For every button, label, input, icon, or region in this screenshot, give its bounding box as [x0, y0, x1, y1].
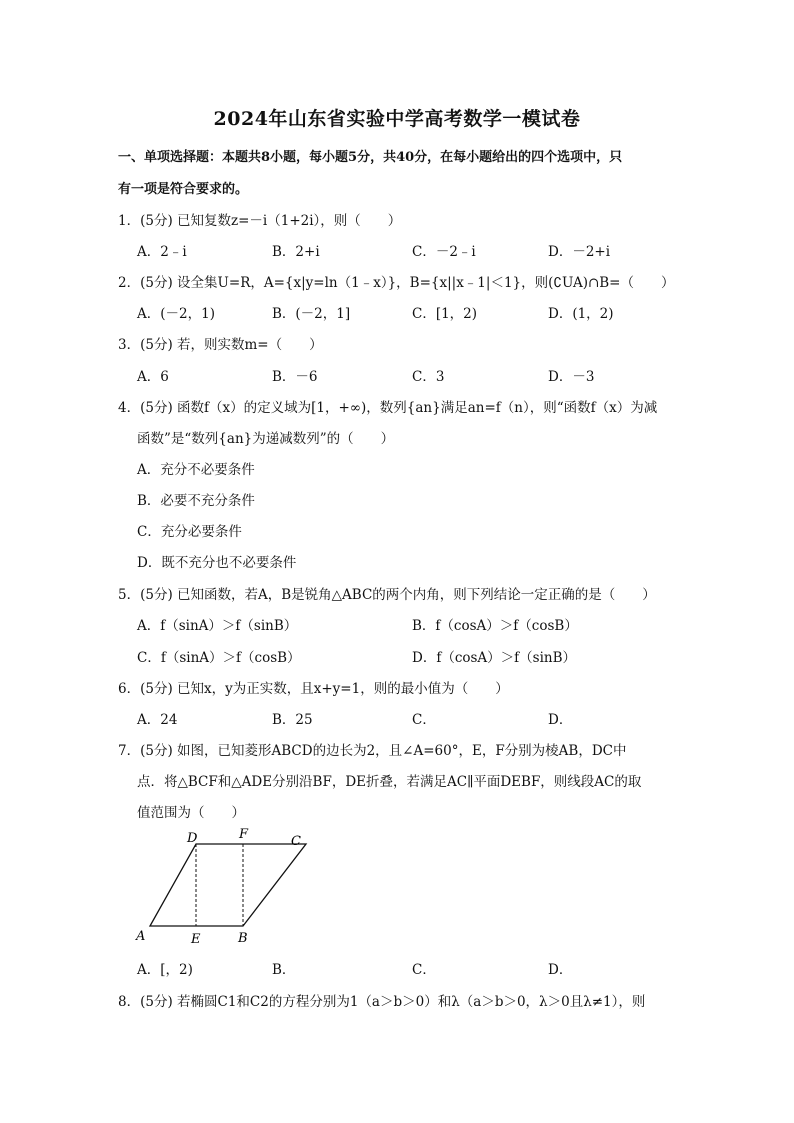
q5-option-c: C．f（sinA）＞f（cosB）	[137, 650, 301, 666]
q5-option-a: A．f（sinA）＞f（sinB）	[137, 618, 298, 634]
q1-option-b: B．2+i	[272, 244, 320, 260]
label-d: D	[187, 831, 198, 846]
question-1-stem: 1．(5分) 已知复数z=－i（1+2i），则（ ）	[118, 213, 402, 229]
label-f: F	[239, 827, 249, 842]
q2-option-d: D．(1，2)	[548, 306, 614, 322]
rhombus-figure	[134, 826, 334, 948]
q7-option-b: B．	[272, 962, 296, 978]
question-2-stem: 2．(5分) 设全集U=R，A={x|y=ln（1﹣x）}，B={x||x﹣1|＜1}，则(∁UA)∩B=（ ）	[118, 275, 675, 291]
label-c: C	[291, 834, 301, 849]
q3-option-d: D．－3	[548, 369, 595, 385]
q4-option-d: D．既不充分也不必要条件	[137, 555, 297, 571]
q2-option-b: B．(－2，1]	[272, 306, 351, 322]
exam-title: 2024年山东省实验中学高考数学一模试卷	[213, 108, 581, 130]
q7-option-a: A．[，2)	[137, 962, 193, 978]
question-7-stem-line2: 点．将△BCF和△ADE分别沿BF，DE折叠，若满足AC∥平面DEBF，则线段AC的取	[137, 774, 642, 790]
q7-option-d: D．	[548, 962, 573, 978]
q7-option-c: C．	[412, 962, 436, 978]
q6-option-d: D．	[548, 712, 573, 728]
label-a: A	[136, 929, 146, 944]
q5-option-b: B．f（cosA）＞f（cosB）	[412, 618, 578, 634]
question-8-stem: 8．(5分) 若椭圆C1和C2的方程分别为1（a＞b＞0）和λ（a＞b＞0，λ＞0且λ≠1），则	[118, 994, 646, 1010]
q4-option-b: B．必要不充分条件	[137, 493, 255, 509]
question-7-stem-line1: 7．(5分) 如图，已知菱形ABCD的边长为2，且∠A=60°，E，F分别为棱AB，DC中	[118, 743, 627, 759]
q2-option-c: C．[1，2)	[412, 306, 478, 322]
q6-option-c: C．	[412, 712, 436, 728]
q4-option-c: C．充分必要条件	[137, 524, 242, 540]
q1-option-c: C．－2﹣i	[412, 244, 476, 260]
q2-option-a: A．(－2，1)	[137, 306, 215, 322]
q4-option-a: A．充分不必要条件	[137, 462, 255, 478]
q6-option-b: B．25	[272, 712, 313, 728]
q3-option-c: C．3	[412, 369, 445, 385]
question-7-stem-line3: 值范围为（ ）	[137, 805, 245, 821]
label-b: B	[238, 931, 248, 946]
q5-option-d: D．f（cosA）＞f（sinB）	[412, 650, 577, 666]
question-4-stem-line2: 函数”是“数列{an}为递减数列”的（ ）	[137, 431, 395, 447]
q1-option-a: A．2﹣i	[137, 244, 187, 260]
question-4-stem-line1: 4．(5分) 函数f（x）的定义域为[1，+∞)，数列{an}满足an=f（n），则“函数f（x）为减	[118, 400, 658, 416]
section-heading-line2: 有一项是符合要求的。	[118, 182, 249, 197]
q1-option-d: D．－2+i	[548, 244, 611, 260]
question-3-stem: 3．(5分) 若，则实数m=（ ）	[118, 337, 323, 353]
q6-option-a: A．24	[137, 712, 178, 728]
rhombus-abcd	[150, 844, 306, 926]
label-e: E	[191, 932, 201, 947]
question-6-stem: 6．(5分) 已知x，y为正实数，且x+y=1，则的最小值为（ ）	[118, 681, 509, 697]
q3-option-a: A．6	[137, 369, 169, 385]
q3-option-b: B．－6	[272, 369, 318, 385]
question-5-stem: 5．(5分) 已知函数，若A，B是锐角△ABC的两个内角，则下列结论一定正确的是（ ）	[118, 587, 656, 603]
section-heading-line1: 一、单项选择题：本题共8小题，每小题5分，共40分，在每小题给出的四个选项中，只	[118, 150, 623, 165]
